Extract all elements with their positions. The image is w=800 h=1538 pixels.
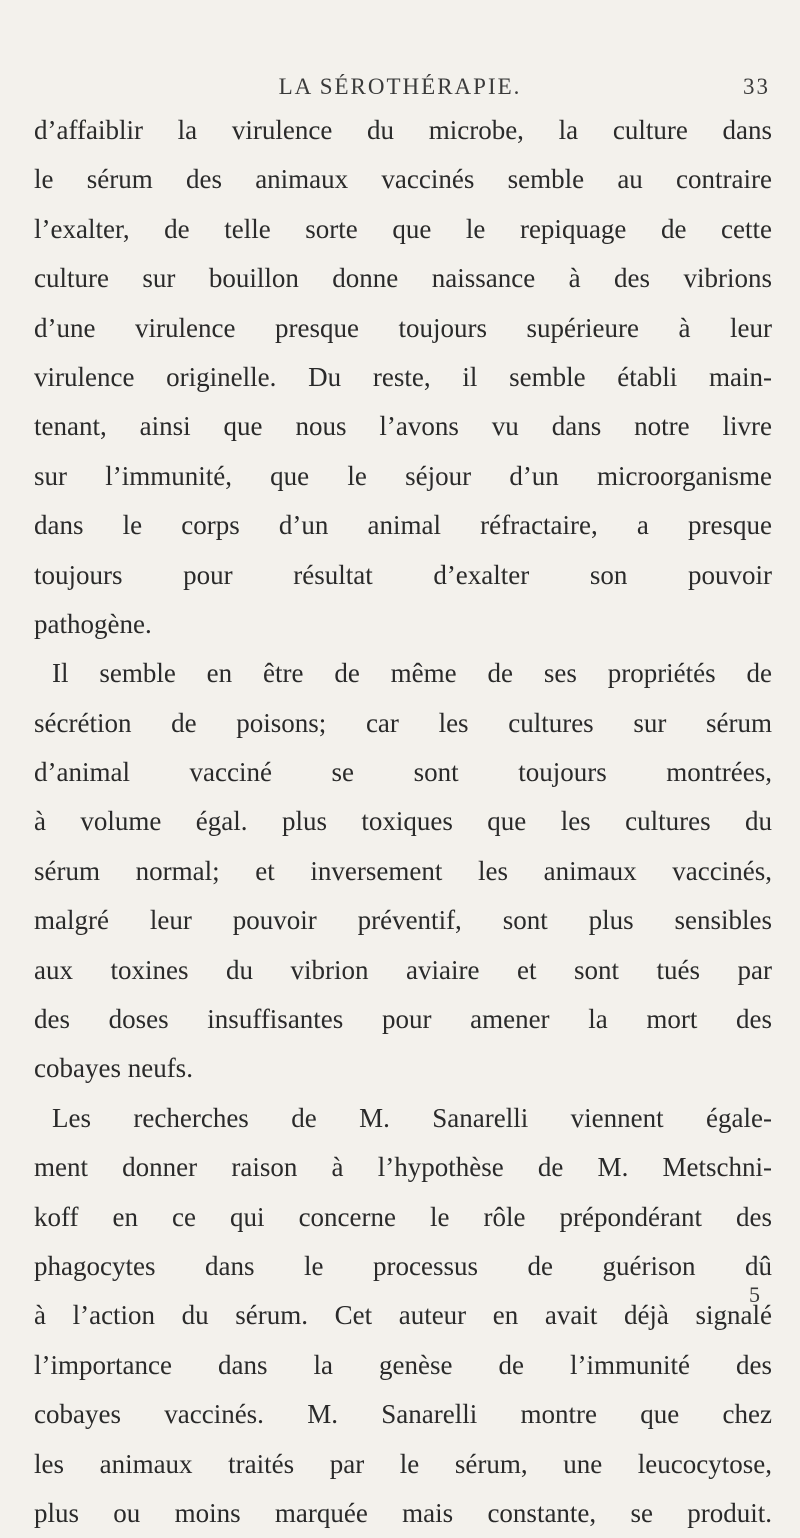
text-line: sérum normal; et inversement les animaux vaccinés,: [34, 855, 772, 886]
text-line: les animaux traités par le sérum, une leucocytose,: [34, 1448, 772, 1479]
text-line: phagocytes dans le processus de guérison dû: [34, 1250, 772, 1281]
signature-number: 5: [749, 1282, 760, 1307]
text-line: virulence originelle. Du reste, il semble établi main-: [34, 361, 772, 392]
text-line: Les recherches de M. Sanarelli viennent égale-: [52, 1102, 772, 1133]
text-line: malgré leur pouvoir préventif, sont plus sensibles: [34, 905, 772, 936]
text-line: à volume égal. plus toxiques que les cultures du: [34, 806, 772, 837]
running-title: LA SÉROTHÉRAPIE.: [278, 74, 522, 99]
text-line: à l’action du sérum. Cet auteur en avait déjà signalé: [34, 1300, 772, 1331]
text-line: sécrétion de poisons; car les cultures sur sérum: [34, 707, 772, 738]
body-text: [34, 106, 772, 1538]
text-line: des doses insuffisantes pour amener la mort des: [34, 1004, 772, 1035]
text-line: koff en ce qui concerne le rôle prépondérant des: [34, 1201, 772, 1232]
text-line: sur l’immunité, que le séjour d’un microorganisme: [34, 460, 772, 491]
text-line: d’animal vacciné se sont toujours montrées,: [34, 757, 772, 788]
text-line: toujours pour résultat d’exalter son pouvoir: [34, 559, 772, 590]
page-number: 33: [743, 74, 770, 99]
text-line: culture sur bouillon donne naissance à des vibrions: [34, 263, 772, 294]
signature-mark: [0, 1282, 760, 1308]
text-line: d’une virulence presque toujours supérieure à leur: [34, 312, 772, 343]
text-line: cobayes neufs.: [34, 1053, 193, 1084]
text-line: cobayes vaccinés. M. Sanarelli montre que chez: [34, 1399, 772, 1430]
text-line: ment donner raison à l’hypothèse de M. Metschni-: [34, 1152, 772, 1183]
text-line: tenant, ainsi que nous l’avons vu dans notre livre: [34, 411, 772, 442]
text-line: plus ou moins marquée mais constante, se produit.: [34, 1497, 772, 1528]
text-line: d’affaiblir la virulence du microbe, la culture dans: [34, 115, 772, 145]
text-line: l’importance dans la genèse de l’immunité des: [34, 1349, 772, 1380]
text-line: le sérum des animaux vaccinés semble au contraire: [34, 164, 772, 195]
text-line: Il semble en être de même de ses propriétés de: [52, 658, 772, 689]
text-line: dans le corps d’un animal réfractaire, a presque: [34, 510, 772, 541]
text-line: l’exalter, de telle sorte que le repiquage de cette: [34, 213, 772, 244]
text-line: pathogène.: [34, 608, 152, 639]
text-line: aux toxines du vibrion aviaire et sont tués par: [34, 954, 772, 985]
